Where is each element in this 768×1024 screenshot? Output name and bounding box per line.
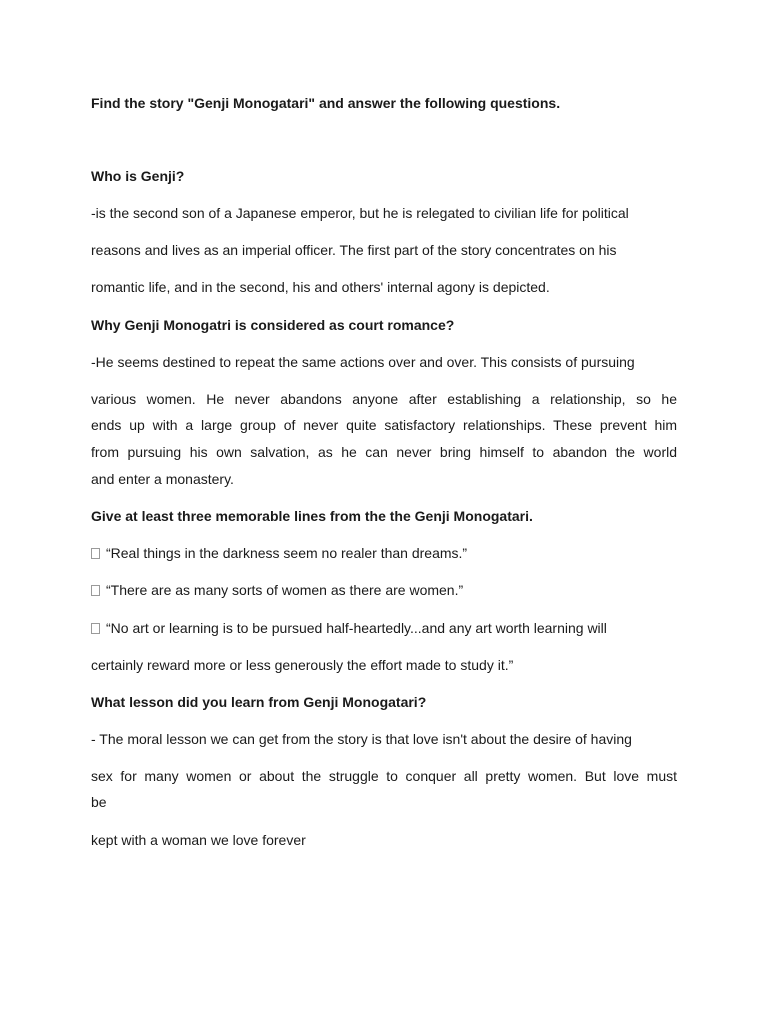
answer-line: - The moral lesson we can get from the story is that love isn't about the desire of having [91,731,632,747]
question-memorable-lines: Give at least three memorable lines from the the Genji Monogatari. [91,508,533,524]
bullet-box-icon [91,585,100,596]
instruction-heading: Find the story "Genji Monogatari" and answer the following questions. [91,95,561,111]
bullet-box-icon [91,548,100,559]
quote-item [91,619,607,637]
bullet-box-icon [91,623,100,634]
answer-line: kept with a woman we love forever [91,832,306,848]
answer-line: -is the second son of a Japanese emperor, but he is relegated to civilian life for political [91,205,629,221]
answer-line: be [91,794,107,810]
quote-text: “No art or learning is to be pursued half-heartedly...and any art worth learning will [106,620,607,636]
quote-text: “There are as many sorts of women as there are women.” [106,582,464,598]
answer-line: and enter a monastery. [91,471,234,487]
quote-item [91,544,467,562]
answer-line: from pursuing his own salvation, as he can never bring himself to abandon the world [91,444,677,460]
quote-item [91,581,463,599]
quote-text: “Real things in the darkness seem no realer than dreams.” [106,545,468,561]
answer-line: sex for many women or about the struggle to conquer all pretty women. But love must [91,768,677,784]
answer-line: romantic life, and in the second, his and others' internal agony is depicted. [91,279,550,295]
answer-line: -He seems destined to repeat the same actions over and over. This consists of pursuing [91,354,635,370]
answer-line: various women. He never abandons anyone after establishing a relationship, so he [91,391,677,407]
question-court-romance: Why Genji Monogatri is considered as court romance? [91,317,455,333]
answer-line: reasons and lives as an imperial officer. The first part of the story concentrates on his [91,242,617,258]
answer-line: ends up with a large group of never quite satisfactory relationships. These prevent him [91,417,677,433]
question-who-is-genji: Who is Genji? [91,168,185,184]
question-lesson: What lesson did you learn from Genji Monogatari? [91,694,427,710]
quote-continuation: certainly reward more or less generously the effort made to study it.” [91,657,514,673]
